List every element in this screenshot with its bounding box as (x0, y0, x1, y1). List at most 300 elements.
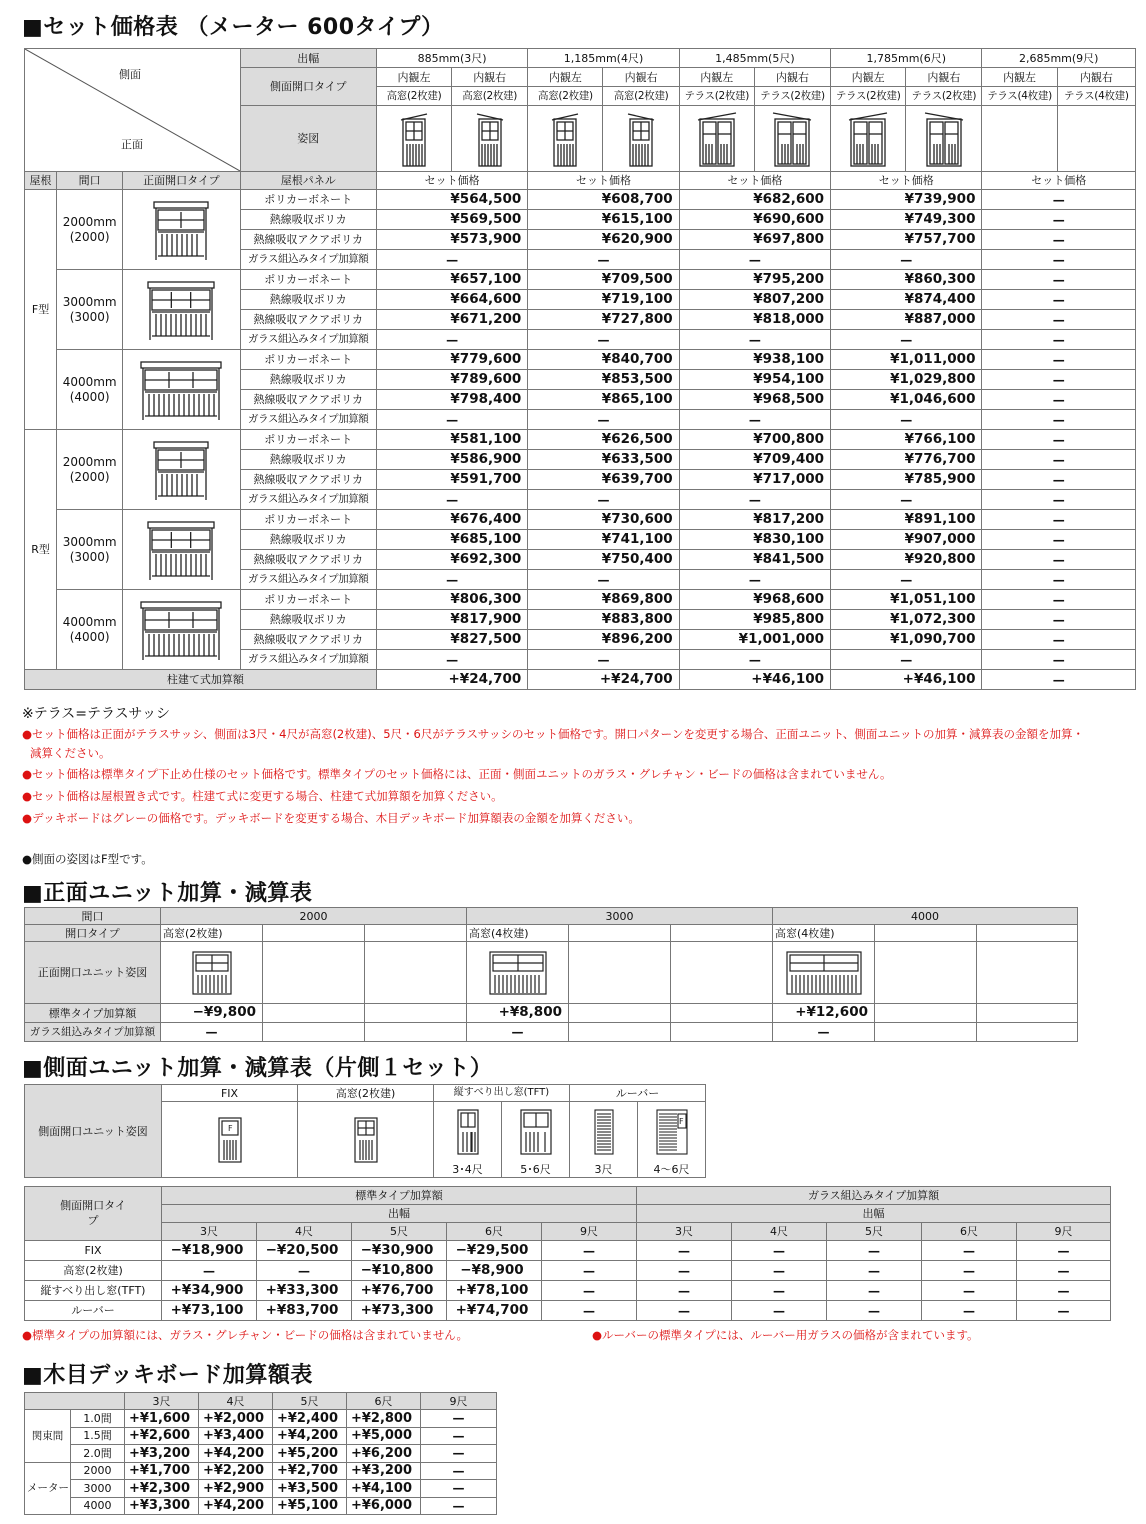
table-row (25, 1004, 1078, 1023)
figure-cell (298, 1102, 434, 1178)
unit-size: 5･6尺 (502, 1162, 570, 1178)
set-price-value: — (982, 250, 1136, 270)
set-price-value: ¥608,700 (528, 190, 679, 210)
side-unit-figure (626, 110, 656, 168)
glass-value: — (637, 1241, 732, 1261)
side-unit-note-right: ●ルーバーの標準タイプには、ルーバー用ガラスの価格が含まれています。 (592, 1328, 979, 1342)
set-price-value: ¥865,100 (528, 390, 679, 410)
front-unit-figure (190, 949, 234, 997)
figure-cell (906, 106, 982, 172)
span-value: 3000mm (62, 295, 117, 309)
set-price-value: ¥869,800 (528, 590, 679, 610)
open-type: 高窓(4枚建) (773, 925, 875, 942)
span-value: 4000mm (62, 615, 117, 629)
front-header-label: 正面 (121, 138, 143, 151)
table-row (25, 510, 1136, 530)
figure-cell (570, 1102, 638, 1162)
figure-cell (982, 106, 1057, 172)
set-price-value: ¥569,500 (376, 210, 527, 230)
side-unit-price-table (24, 1186, 1111, 1321)
span-value: 4000 (773, 908, 1078, 925)
figure-cell (754, 106, 830, 172)
span-sub: (3000) (69, 310, 110, 324)
span-label (57, 270, 123, 350)
width-value: 5尺 (352, 1223, 447, 1241)
set-price-value: — (831, 330, 982, 350)
deck-value: +¥2,600 (125, 1427, 199, 1445)
std-value: −¥18,900 (162, 1241, 257, 1261)
figure-cell (528, 106, 603, 172)
roof-panel-header: 屋根パネル (240, 172, 376, 190)
table-row (25, 172, 1136, 190)
width-value: 4尺 (257, 1223, 352, 1241)
empty-cell (875, 1023, 977, 1042)
open-type: 高窓(2枚建) (161, 925, 263, 942)
width-header: 2,685mm(9尺) (982, 49, 1136, 68)
span-sub: (2000) (69, 230, 110, 244)
width-value: 6尺 (922, 1223, 1017, 1241)
span-value: 3000mm (62, 535, 117, 549)
std-value: +¥74,700 (447, 1301, 542, 1321)
glass-value: — (732, 1301, 827, 1321)
figure-cell (603, 106, 679, 172)
set-price-value: — (982, 190, 1136, 210)
table-row (25, 1281, 1111, 1301)
front-unit-figure (784, 949, 864, 997)
deck-value: +¥5,000 (347, 1427, 421, 1445)
span-sub: (2000) (69, 470, 110, 484)
glass-value: — (1017, 1281, 1111, 1301)
set-price-value: ¥700,800 (679, 430, 830, 450)
empty-cell (977, 1004, 1078, 1023)
deck-value: +¥2,300 (125, 1480, 199, 1498)
row-label: 3000 (71, 1480, 125, 1498)
side-unit-figure-table (24, 1084, 706, 1178)
std-value: — (542, 1241, 637, 1261)
std-header: 標準タイプ加算額 (25, 1004, 161, 1023)
fix-unit-figure (217, 1116, 243, 1164)
roof-type-label: R型 (25, 430, 57, 670)
std-value: −¥8,900 (447, 1261, 542, 1281)
deck-value: +¥5,200 (273, 1445, 347, 1463)
std-value: +¥8,800 (467, 1004, 569, 1023)
set-price-value: ¥1,046,600 (831, 390, 982, 410)
note-item: 減算ください。 (30, 746, 111, 760)
roof-panel-label: ポリカーボネート (240, 510, 376, 530)
std-value: +¥12,600 (773, 1004, 875, 1023)
figure-cell (1057, 106, 1135, 172)
glass-value: — (161, 1023, 263, 1042)
unit-size: 3尺 (570, 1162, 638, 1178)
span-header: 間口 (57, 172, 123, 190)
terrace-note: ※テラス=テラスサッシ (22, 706, 171, 722)
std-value: +¥73,300 (352, 1301, 447, 1321)
set-price-value: ¥779,600 (376, 350, 527, 370)
table-row (25, 190, 1136, 210)
set-price-value: ¥806,300 (376, 590, 527, 610)
set-price-value: ¥896,200 (528, 630, 679, 650)
deck-value: +¥2,000 (199, 1410, 273, 1428)
deck-value: +¥2,700 (273, 1462, 347, 1480)
side-type-label: 縦すべり出し窓(TFT) (25, 1281, 162, 1301)
front-unit-figure (146, 518, 216, 582)
table-row (25, 1085, 706, 1102)
glass-header: ガラス組込みタイプ加算額 (637, 1187, 1111, 1205)
tft-unit-figure (456, 1108, 480, 1156)
direction-left: 内観左 (528, 68, 603, 87)
width-header: 1,185mm(4尺) (528, 49, 679, 68)
set-price-value: — (528, 650, 679, 670)
set-price-value: ¥818,000 (679, 310, 830, 330)
deck-value: — (421, 1427, 497, 1445)
table-row (25, 1497, 497, 1515)
width-header: 出幅 (162, 1205, 637, 1223)
row-label: 1.0間 (71, 1410, 125, 1428)
empty-cell (671, 1004, 773, 1023)
glass-value: — (637, 1261, 732, 1281)
table-row (25, 925, 1078, 942)
direction-left: 内観左 (831, 68, 906, 87)
front-unit-figure (139, 358, 223, 422)
front-figure-cell (123, 350, 240, 430)
std-value: −¥20,500 (257, 1241, 352, 1261)
direction-left: 内観左 (376, 68, 451, 87)
set-price-header: セット価格 (679, 172, 830, 190)
side-type: テラス(4枚建) (1057, 87, 1135, 106)
width-header: 3尺 (125, 1393, 199, 1410)
std-value: +¥73,100 (162, 1301, 257, 1321)
set-price-value: ¥739,900 (831, 190, 982, 210)
set-price-value: ¥690,600 (679, 210, 830, 230)
empty-cell (671, 925, 773, 942)
span-sub: (3000) (69, 550, 110, 564)
roof-panel-label: 熱線吸収アクアポリカ (240, 390, 376, 410)
set-price-value: — (528, 410, 679, 430)
width-value: 3尺 (162, 1223, 257, 1241)
set-price-value: ¥887,000 (831, 310, 982, 330)
group-label: 関東間 (25, 1410, 71, 1463)
span-header: 間口 (25, 908, 161, 925)
direction-right: 内観右 (1057, 68, 1135, 87)
corner-cell (25, 1393, 125, 1410)
front-unit-figure (139, 598, 223, 662)
diagonal-header-cell (25, 49, 241, 172)
set-price-value: — (982, 290, 1136, 310)
std-value: +¥83,700 (257, 1301, 352, 1321)
row-label: 2000 (71, 1462, 125, 1480)
set-price-value: — (982, 570, 1136, 590)
front-unit-figure (487, 949, 549, 997)
figure-cell (452, 106, 528, 172)
empty-cell (365, 1023, 467, 1042)
set-price-value: ¥564,500 (376, 190, 527, 210)
side-type: テラス(2枚建) (754, 87, 830, 106)
table-row (25, 1427, 497, 1445)
roof-header: 屋根 (25, 172, 57, 190)
width-header: 出幅 (637, 1205, 1111, 1223)
table-row (25, 1241, 1111, 1261)
empty-cell (263, 925, 365, 942)
set-price-value: ¥891,100 (831, 510, 982, 530)
width-header-label: 出幅 (240, 49, 376, 68)
set-price-value: — (982, 610, 1136, 630)
set-price-value: — (831, 650, 982, 670)
roof-panel-label: ポリカーボネート (240, 270, 376, 290)
set-price-value: — (376, 650, 527, 670)
set-price-value: ¥719,100 (528, 290, 679, 310)
front-figure-cell (123, 590, 240, 670)
set-price-value: — (528, 330, 679, 350)
table-row (25, 1445, 497, 1463)
unit-name: 縦すべり出し窓(TFT) (434, 1085, 570, 1102)
empty-cell (977, 925, 1078, 942)
unit-size: 3･4尺 (434, 1162, 502, 1178)
set-price-value: — (831, 570, 982, 590)
unit-name: 高窓(2枚建) (298, 1085, 434, 1102)
figure-cell (162, 1102, 298, 1178)
set-price-value: ¥817,200 (679, 510, 830, 530)
set-price-value: ¥968,500 (679, 390, 830, 410)
set-price-value: — (679, 490, 830, 510)
side-type: 高窓(2枚建) (528, 87, 603, 106)
deck-value: +¥4,200 (199, 1497, 273, 1515)
glass-value: — (773, 1023, 875, 1042)
deck-value: +¥4,200 (273, 1427, 347, 1445)
set-price-value: ¥807,200 (679, 290, 830, 310)
set-price-value: ¥692,300 (376, 550, 527, 570)
std-value: — (257, 1261, 352, 1281)
post-value: +¥46,100 (831, 670, 982, 690)
set-price-value: — (982, 390, 1136, 410)
span-value: 3000 (467, 908, 773, 925)
side-type: テラス(2枚建) (679, 87, 754, 106)
width-header: 1,485mm(5尺) (679, 49, 830, 68)
set-price-value: ¥685,100 (376, 530, 527, 550)
figure-cell (376, 106, 451, 172)
set-price-value: ¥920,800 (831, 550, 982, 570)
note-item: ●セット価格は標準タイプ下止め仕様のセット価格です。標準タイプのセット価格には、正面・側面ユニットのガラス・グレチャン・ビードの価格は含まれていません。 (22, 767, 892, 781)
svg-text:F: F (227, 1123, 233, 1133)
width-header: 6尺 (347, 1393, 421, 1410)
empty-cell (875, 1004, 977, 1023)
empty-cell (671, 942, 773, 1004)
set-price-header: セット価格 (831, 172, 982, 190)
svg-text:F: F (678, 1116, 684, 1126)
std-value: +¥76,700 (352, 1281, 447, 1301)
set-price-value: ¥827,500 (376, 630, 527, 650)
span-value: 4000mm (62, 375, 117, 389)
width-value: 3尺 (637, 1223, 732, 1241)
deck-value: +¥3,400 (199, 1427, 273, 1445)
set-price-value: ¥727,800 (528, 310, 679, 330)
set-price-value: — (982, 510, 1136, 530)
set-price-value: ¥830,100 (679, 530, 830, 550)
figure-header-label: 姿図 (240, 106, 376, 172)
std-value: — (542, 1281, 637, 1301)
set-price-value: ¥1,001,000 (679, 630, 830, 650)
figure-cell (467, 942, 569, 1004)
set-price-value: ¥657,100 (376, 270, 527, 290)
set-price-value: ¥860,300 (831, 270, 982, 290)
set-price-value: ¥697,800 (679, 230, 830, 250)
width-header: 9尺 (421, 1393, 497, 1410)
set-price-value: — (982, 590, 1136, 610)
section-title-deck-board: ■木目デッキボード加算額表 (22, 1363, 313, 1388)
set-price-value: ¥798,400 (376, 390, 527, 410)
empty-cell (263, 942, 365, 1004)
roof-panel-label: 熱線吸収アクアポリカ (240, 310, 376, 330)
set-price-value: ¥573,900 (376, 230, 527, 250)
width-header: 1,785mm(6尺) (831, 49, 982, 68)
deck-value: +¥4,200 (199, 1445, 273, 1463)
empty-cell (263, 1004, 365, 1023)
table-row (25, 908, 1078, 925)
set-price-value: ¥785,900 (831, 470, 982, 490)
table-row (25, 350, 1136, 370)
table-row (25, 1261, 1111, 1281)
set-price-value: — (982, 490, 1136, 510)
set-price-value: ¥671,200 (376, 310, 527, 330)
direction-right: 内観右 (906, 68, 982, 87)
empty-cell (365, 1004, 467, 1023)
figure-cell (679, 106, 754, 172)
table-row (25, 1462, 497, 1480)
span-label (57, 190, 123, 270)
width-header: 5尺 (273, 1393, 347, 1410)
table-row (25, 670, 1136, 690)
roof-panel-label: 熱線吸収アクアポリカ (240, 230, 376, 250)
side-unit-figure (399, 110, 429, 168)
front-unit-figure (152, 198, 210, 262)
glass-value: — (1017, 1261, 1111, 1281)
high-window-unit-figure (353, 1116, 379, 1164)
empty-cell (671, 1023, 773, 1042)
empty-cell (365, 942, 467, 1004)
direction-right: 内観右 (452, 68, 528, 87)
row-label: 4000 (71, 1497, 125, 1515)
set-price-value: — (982, 530, 1136, 550)
table-row (25, 1023, 1078, 1042)
std-value: — (542, 1301, 637, 1321)
set-price-value: ¥749,300 (831, 210, 982, 230)
std-value: −¥30,900 (352, 1241, 447, 1261)
width-value: 9尺 (1017, 1223, 1111, 1241)
set-price-value: — (528, 250, 679, 270)
note-item: ●セット価格は正面がテラスサッシ、側面は3尺・4尺が高窓(2枚建)、5尺・6尺がテラスサッシのセット価格です。開口パターンを変更する場合、正面ユニット、側面ユニットの加算・減算表の金額を加算・ (22, 727, 1084, 741)
set-price-value: — (831, 490, 982, 510)
front-unit-figure (146, 278, 216, 342)
post-value: — (982, 670, 1136, 690)
set-price-value: — (982, 230, 1136, 250)
front-figure-cell (123, 190, 240, 270)
std-value: −¥10,800 (352, 1261, 447, 1281)
set-price-table (24, 48, 1136, 690)
set-price-value: — (982, 210, 1136, 230)
side-header-label: 側面 (119, 68, 141, 81)
deck-value: +¥6,000 (347, 1497, 421, 1515)
group-label: メーター (25, 1462, 71, 1515)
roof-panel-label: ポリカーボネート (240, 590, 376, 610)
side-type: 高窓(2枚建) (376, 87, 451, 106)
empty-cell (263, 1023, 365, 1042)
width-header: 885mm(3尺) (376, 49, 527, 68)
empty-cell (365, 925, 467, 942)
roof-panel-label: 熱線吸収アクアポリカ (240, 630, 376, 650)
front-figure-cell (123, 510, 240, 590)
deck-value: +¥3,500 (273, 1480, 347, 1498)
post-value: +¥46,100 (679, 670, 830, 690)
set-price-value: — (376, 410, 527, 430)
side-type: テラス(2枚建) (906, 87, 982, 106)
side-type: テラス(2枚建) (831, 87, 906, 106)
side-unit-figure (696, 110, 738, 168)
set-price-value: ¥795,200 (679, 270, 830, 290)
set-price-value: — (982, 310, 1136, 330)
side-type: 高窓(2枚建) (603, 87, 679, 106)
deck-value: +¥3,200 (125, 1445, 199, 1463)
set-price-header: セット価格 (528, 172, 679, 190)
set-price-value: ¥789,600 (376, 370, 527, 390)
table-row (25, 1205, 1111, 1223)
deck-value: +¥2,800 (347, 1410, 421, 1428)
type-header: 開口タイプ (25, 925, 161, 942)
set-price-value: ¥1,011,000 (831, 350, 982, 370)
table-row (25, 1480, 497, 1498)
width-header: 4尺 (199, 1393, 273, 1410)
set-price-value: ¥776,700 (831, 450, 982, 470)
deck-value: +¥5,100 (273, 1497, 347, 1515)
set-price-value: — (982, 650, 1136, 670)
glass-value: — (827, 1301, 922, 1321)
side-type-header-label: 側面開口タイプ (240, 68, 376, 106)
empty-cell (569, 942, 671, 1004)
roof-panel-label: ガラス組込みタイプ加算額 (240, 570, 376, 590)
set-price-value: ¥874,400 (831, 290, 982, 310)
set-price-value: ¥1,051,100 (831, 590, 982, 610)
set-price-value: ¥676,400 (376, 510, 527, 530)
set-price-value: — (982, 450, 1136, 470)
set-price-value: — (679, 650, 830, 670)
glass-value: — (922, 1241, 1017, 1261)
span-value: 2000mm (62, 215, 117, 229)
set-price-value: — (679, 330, 830, 350)
std-header: 標準タイプ加算額 (162, 1187, 637, 1205)
open-type: 高窓(4枚建) (467, 925, 569, 942)
roof-panel-label: 熱線吸収ポリカ (240, 290, 376, 310)
table-row (25, 1187, 1111, 1205)
set-price-value: ¥757,700 (831, 230, 982, 250)
span-sub: (4000) (69, 390, 110, 404)
std-value: — (162, 1261, 257, 1281)
table-row (25, 1393, 497, 1410)
set-price-value: — (982, 470, 1136, 490)
set-price-value: ¥682,600 (679, 190, 830, 210)
set-price-value: ¥639,700 (528, 470, 679, 490)
set-price-value: ¥709,500 (528, 270, 679, 290)
empty-cell (569, 925, 671, 942)
set-price-value: — (982, 630, 1136, 650)
glass-value: — (467, 1023, 569, 1042)
deck-value: +¥3,200 (347, 1462, 421, 1480)
tft-unit-figure (519, 1108, 553, 1156)
table-row (25, 942, 1078, 1004)
roof-panel-label: 熱線吸収ポリカ (240, 530, 376, 550)
set-price-value: — (528, 490, 679, 510)
deck-value: — (421, 1445, 497, 1463)
set-price-value: ¥591,700 (376, 470, 527, 490)
std-value: −¥29,500 (447, 1241, 542, 1261)
std-value: −¥9,800 (161, 1004, 263, 1023)
